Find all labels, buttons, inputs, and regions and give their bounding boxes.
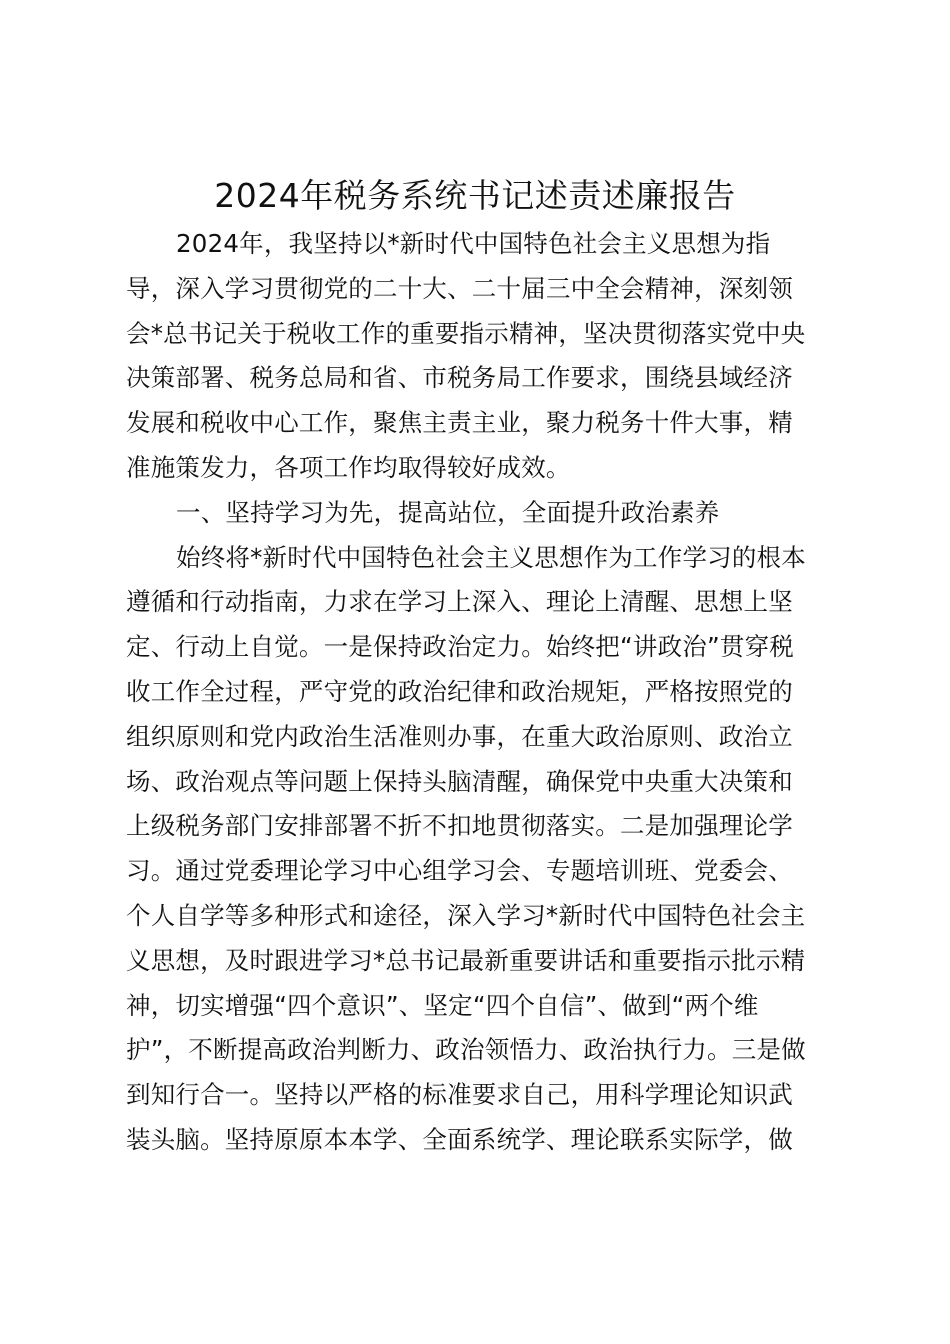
paragraph-line: 定、行动上自觉。一是保持政治定力。始终把“讲政治”贯穿税 [126,632,794,662]
paragraph-line: 义思想，及时跟进学习*总书记最新重要讲话和重要指示批示精 [126,945,806,975]
paragraph-line: 习。通过党委理论学习中心组学习会、专题培训班、党委会、 [126,856,793,886]
paragraph-line: 2024年，我坚持以*新时代中国特色社会主义思想为指 [176,229,771,258]
paragraph-line: 发展和税收中心工作，聚焦主责主业，聚力税务十件大事，精 [126,408,793,438]
paragraph-line: 遵循和行动指南，力求在学习上深入、理论上清醒、思想上坚 [126,587,793,617]
paragraph-line: 导，深入学习贯彻党的二十大、二十届三中全会精神，深刻领 [126,273,793,303]
section-heading: 一、坚持学习为先，提高站位，全面提升政治素养 [176,497,720,527]
paragraph-line: 收工作全过程，严守党的政治纪律和政治规矩，严格按照党的 [126,676,793,706]
paragraph-line: 神，切实增强“四个意识”、坚定“四个自信”、做到“两个维 [126,990,759,1020]
paragraph-line: 始终将*新时代中国特色社会主义思想作为工作学习的根本 [176,542,806,572]
paragraph-line: 个人自学等多种形式和途径，深入学习*新时代中国特色社会主 [126,900,806,930]
document-body [126,222,836,1163]
paragraph-line: 准施策发力，各项工作均取得较好成效。 [126,452,571,482]
paragraph-line: 上级税务部门安排部署不折不扣地贯彻落实。二是加强理论学 [126,811,793,841]
paragraph-line: 护”，不断提高政治判断力、政治领悟力、政治执行力。三是做 [126,1035,806,1065]
document-title: 2024年税务系统书记述责述廉报告 [214,176,736,215]
paragraph-line: 组织原则和党内政治生活准则办事，在重大政治原则、政治立 [126,721,793,751]
paragraph-line: 决策部署、税务总局和省、市税务局工作要求，围绕县域经济 [126,363,793,393]
paragraph-line: 装头脑。坚持原原本本学、全面系统学、理论联系实际学，做 [126,1124,793,1154]
paragraph-line: 场、政治观点等问题上保持头脑清醒，确保党中央重大决策和 [126,766,793,796]
paragraph-line: 到知行合一。坚持以严格的标准要求自己，用科学理论知识武 [126,1080,793,1110]
paragraph-line: 会*总书记关于税收工作的重要指示精神，坚决贯彻落实党中央 [126,318,806,348]
